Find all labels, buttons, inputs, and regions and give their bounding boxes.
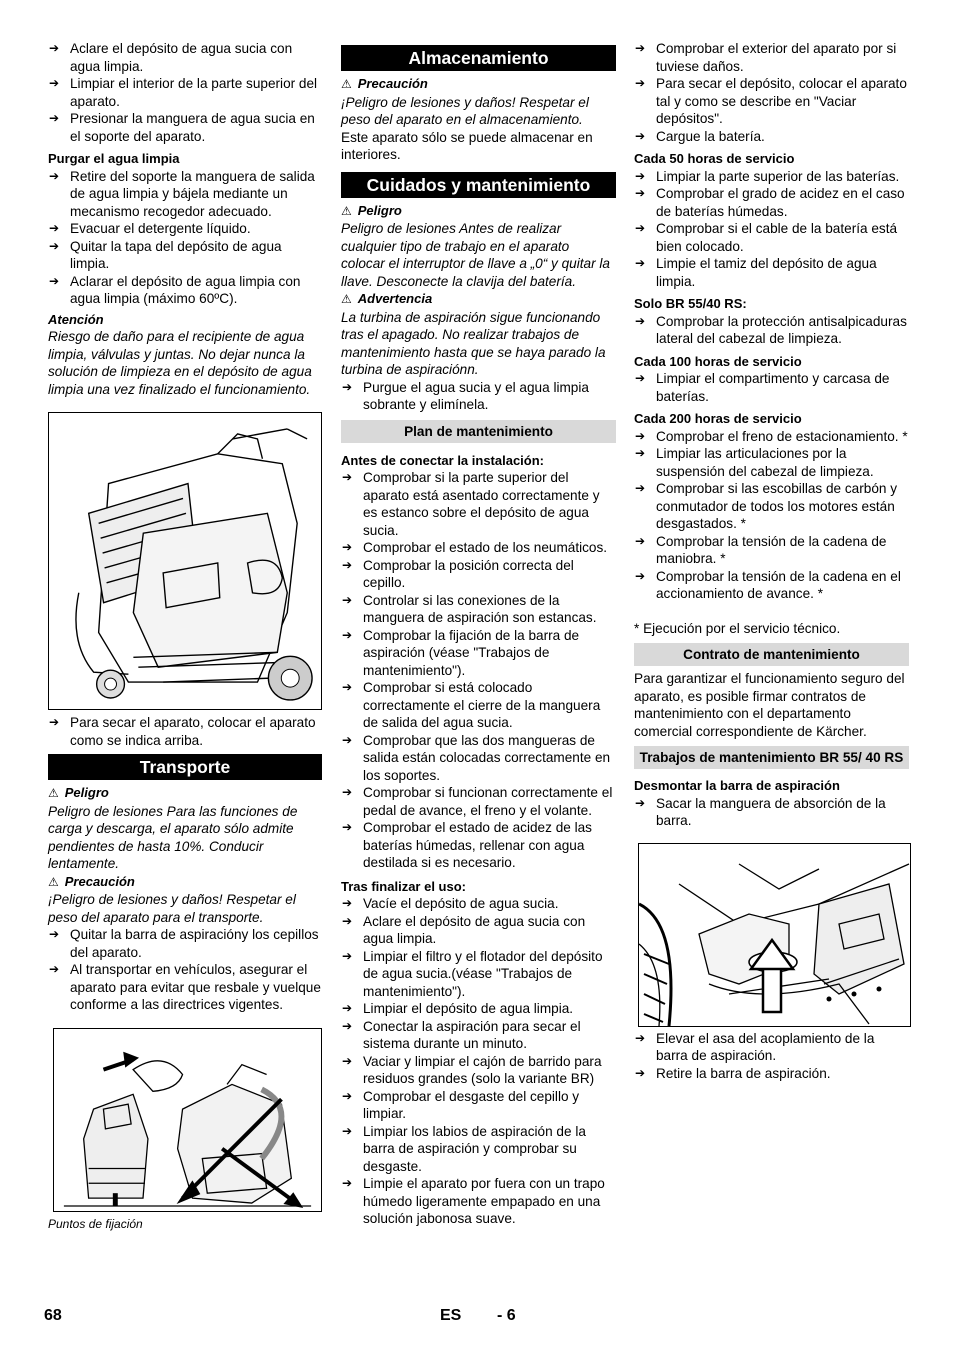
h200-heading: Cada 200 horas de servicio <box>634 411 802 426</box>
list-item: ➔ Limpiar las articulaciones por la suspensión del cabezal de limpieza. <box>634 445 909 480</box>
h50-heading: Cada 50 horas de servicio <box>634 151 795 166</box>
list-item: ➔ Comprobar el estado de acidez de las baterías húmedas, rellenar con agua destilada si es necesario. <box>341 819 616 872</box>
list-item: ➔ Limpie el tamiz del depósito de agua limpia. <box>634 255 909 290</box>
list-item: ➔ Comprobar si funcionan correctamente el pedal de avance, el freno y el volante. <box>341 784 616 819</box>
list-item: ➔ Vacíe el depósito de agua sucia. <box>341 895 616 913</box>
list-item: ➔ Comprobar la posición correcta del cepillo. <box>341 557 616 592</box>
list-item: ➔ Comprobar la tensión de la cadena de maniobra. * <box>634 533 909 568</box>
storage-text: Este aparato sólo se puede almacenar en interiores. <box>341 129 593 162</box>
machine-illustration <box>49 413 321 709</box>
list-item: ➔ Aclarar el depósito de agua limpia con agua limpia (máximo 60ºC). <box>48 273 322 308</box>
list-item: ➔ Al transportar en vehículos, asegurar el aparato para evitar que resbale y vuelque conforme a las directrices vigentes. <box>48 961 322 1014</box>
sub-page-number: - 6 <box>497 1307 516 1324</box>
list-item: ➔ Comprobar si la parte superior del aparato está asentado correctamente y es estanco sobre el depósito de agua sucia. <box>341 469 616 539</box>
peligro-text: Peligro de lesiones Para las funciones de carga y descarga, el aparato sólo admite pendientes de hasta 10%. Conducir lentamente. <box>48 803 298 871</box>
advertencia-heading: ⚠ Advertencia <box>341 290 616 309</box>
after-list <box>341 895 616 1228</box>
contract-heading: Contrato de mantenimiento <box>634 643 909 666</box>
h200-list <box>634 428 909 603</box>
list-item: ➔ Comprobar si el cable de la batería está bien colocado. <box>634 220 909 255</box>
list-item: ➔ Retire la barra de aspiración. <box>634 1065 909 1083</box>
h50-list <box>634 168 909 291</box>
list-item: ➔ Purgue el agua sucia y el agua limpia sobrante y elimínela. <box>341 379 616 414</box>
before-heading: Antes de conectar la instalación: <box>341 452 545 468</box>
language-code: ES <box>440 1307 462 1324</box>
h100-heading: Cada 100 horas de servicio <box>634 353 802 369</box>
plan-heading: Plan de mantenimiento <box>341 420 616 443</box>
list-item: ➔ Para secar el aparato, colocar el aparato como se indica arriba. <box>48 714 322 749</box>
after-heading: Tras finalizar el uso: <box>341 878 466 894</box>
precaucion-heading: ⚠ Precaución <box>341 75 616 94</box>
advertencia-text: La turbina de aspiración sigue funcionando tras el apagado. No realizar trabajos de mantenimiento hasta que se haya parado la turbina de aspiraciónn. <box>341 309 606 377</box>
column-3 <box>634 40 909 1082</box>
list-item: ➔ Para secar el depósito, colocar el aparato tal y como se describe en "Vaciar depósitos". <box>634 75 909 128</box>
list-item: ➔ Limpiar el filtro y el flotador del depósito de agua sucia.(véase "Trabajos de mantenimiento"). <box>341 948 616 1001</box>
precaucion-text: ¡Peligro de lesiones y daños! Respetar el peso del aparato en el almacenamiento. <box>341 94 589 127</box>
peligro-heading: ⚠ Peligro <box>48 784 322 803</box>
list-item: ➔ Quitar la barra de aspiracióny los cepillos del aparato. <box>48 926 322 961</box>
atencion-text: Riesgo de daño para el recipiente de agua limpia, válvulas y juntas. No dejar nunca la solución de limpieza en el depósito de agua limpia una vez finalizado el funcionamiento. <box>48 329 312 397</box>
peligro-text: Peligro de lesiones Antes de realizar cualquier tipo de trabajo en el aparato colocar el interruptor de llave a „0“ y quitar la llave. Desconecte la clavija del batería. <box>341 221 610 289</box>
list-item: ➔ Comprobar si las escobillas de carbón y conmutador de todos los motores están desgastados. * <box>634 480 909 533</box>
purge-list <box>48 168 322 308</box>
list-item: ➔ Limpiar el compartimento y carcasa de baterías. <box>634 370 909 405</box>
list-item: ➔ Aclare el depósito de agua sucia con agua limpia. <box>48 40 322 75</box>
list-item: ➔ Comprobar el grado de acidez en el caso de baterías húmedas. <box>634 185 909 220</box>
list-item: ➔ Retire del soporte la manguera de salida de agua limpia y bájela mediante un mecanismo recogedor adecuado. <box>48 168 322 221</box>
list-item: ➔ Quitar la tapa del depósito de agua limpia. <box>48 238 322 273</box>
precaucion-text: ¡Peligro de lesiones y daños! Respetar el peso del aparato para el transporte. <box>48 892 296 925</box>
list-item: ➔ Comprobar la tensión de la cadena en el accionamiento de avance. * <box>634 568 909 603</box>
list-item: ➔ Comprobar la protección antisalpicaduras lateral del cabezal de limpieza. <box>634 313 909 348</box>
machine-tilted-figure <box>48 412 322 710</box>
column-2 <box>341 45 616 1228</box>
list-item: ➔ Elevar el asa del acoplamiento de la barra de aspiración. <box>634 1030 909 1065</box>
list-item: ➔ Comprobar el exterior del aparato por si tuviese daños. <box>634 40 909 75</box>
list-item: ➔ Aclare el depósito de agua sucia con agua limpia. <box>341 913 616 948</box>
intro-list <box>48 40 322 145</box>
list-item: ➔ Comprobar la fijación de la barra de aspiración (véase "Trabajos de mantenimiento"). <box>341 627 616 680</box>
list-item: ➔ Sacar la manguera de absorción de la barra. <box>634 795 909 830</box>
atencion-heading: Atención <box>48 311 104 327</box>
fixing-illustration <box>54 1029 321 1211</box>
solo-heading: Solo BR 55/40 RS: <box>634 296 747 311</box>
page-number: 68 <box>44 1307 62 1324</box>
list-item: ➔ Limpiar el depósito de agua limpia. <box>341 1000 616 1018</box>
before-list <box>341 469 616 872</box>
figure-caption: Puntos de fijación <box>48 1216 143 1231</box>
remove-heading: Desmontar la barra de aspiración <box>634 778 840 793</box>
list-item: ➔ Limpiar la parte superior de las baterías. <box>634 168 909 186</box>
top-list <box>634 40 909 145</box>
squeegee-figure <box>638 843 911 1027</box>
list-item: ➔ Limpie el aparato por fuera con un trapo húmedo ligeramente empapado en una solución jabonosa suave. <box>341 1175 616 1228</box>
transport-heading: Transporte <box>48 754 322 780</box>
list-item: ➔ Presionar la manguera de agua sucia en el soporte del aparato. <box>48 110 322 145</box>
list-item: ➔ Comprobar el freno de estacionamiento. * <box>634 428 909 446</box>
works-heading: Trabajos de mantenimiento BR 55/ 40 RS <box>634 746 909 769</box>
list-item: ➔ Comprobar el desgaste del cepillo y limpiar. <box>341 1088 616 1123</box>
fixing-points-figure <box>53 1028 322 1212</box>
list-item: ➔ Vaciar y limpiar el cajón de barrido para residuos grandes (solo la variante BR) <box>341 1053 616 1088</box>
list-item: ➔ Controlar si las conexiones de la manguera de aspiración son estancas. <box>341 592 616 627</box>
precaucion-heading: ⚠ Precaución <box>48 873 322 892</box>
purge-heading: Purgar el agua limpia <box>48 151 180 166</box>
list-item: ➔ Evacuar el detergente líquido. <box>48 220 322 238</box>
storage-heading: Almacenamiento <box>341 45 616 71</box>
list-item: ➔ Conectar la aspiración para secar el sistema durante un minuto. <box>341 1018 616 1053</box>
squeegee-illustration <box>639 844 910 1026</box>
column-1 <box>48 40 322 1233</box>
list-item: ➔ Comprobar si está colocado correctamente el cierre de la manguera de salida del agua sucia. <box>341 679 616 732</box>
list-item: ➔ Cargue la batería. <box>634 128 909 146</box>
footnote: * Ejecución por el servicio técnico. <box>634 620 841 636</box>
list-item: ➔ Comprobar el estado de los neumáticos. <box>341 539 616 557</box>
contract-text: Para garantizar el funcionamiento seguro del aparato, es posible firmar contratos de mantenimiento con el departamento comercial correspondiente de Kärcher. <box>634 671 905 739</box>
list-item: ➔ Comprobar que las dos mangueras de salida están colocadas correctamente en los soportes. <box>341 732 616 785</box>
list-item: ➔ Limpiar el interior de la parte superior del aparato. <box>48 75 322 110</box>
list-item: ➔ Limpiar los labios de aspiración de la barra de aspiración y comprobar su desgaste. <box>341 1123 616 1176</box>
care-heading: Cuidados y mantenimiento <box>341 172 616 198</box>
peligro-heading: ⚠ Peligro <box>341 202 616 221</box>
